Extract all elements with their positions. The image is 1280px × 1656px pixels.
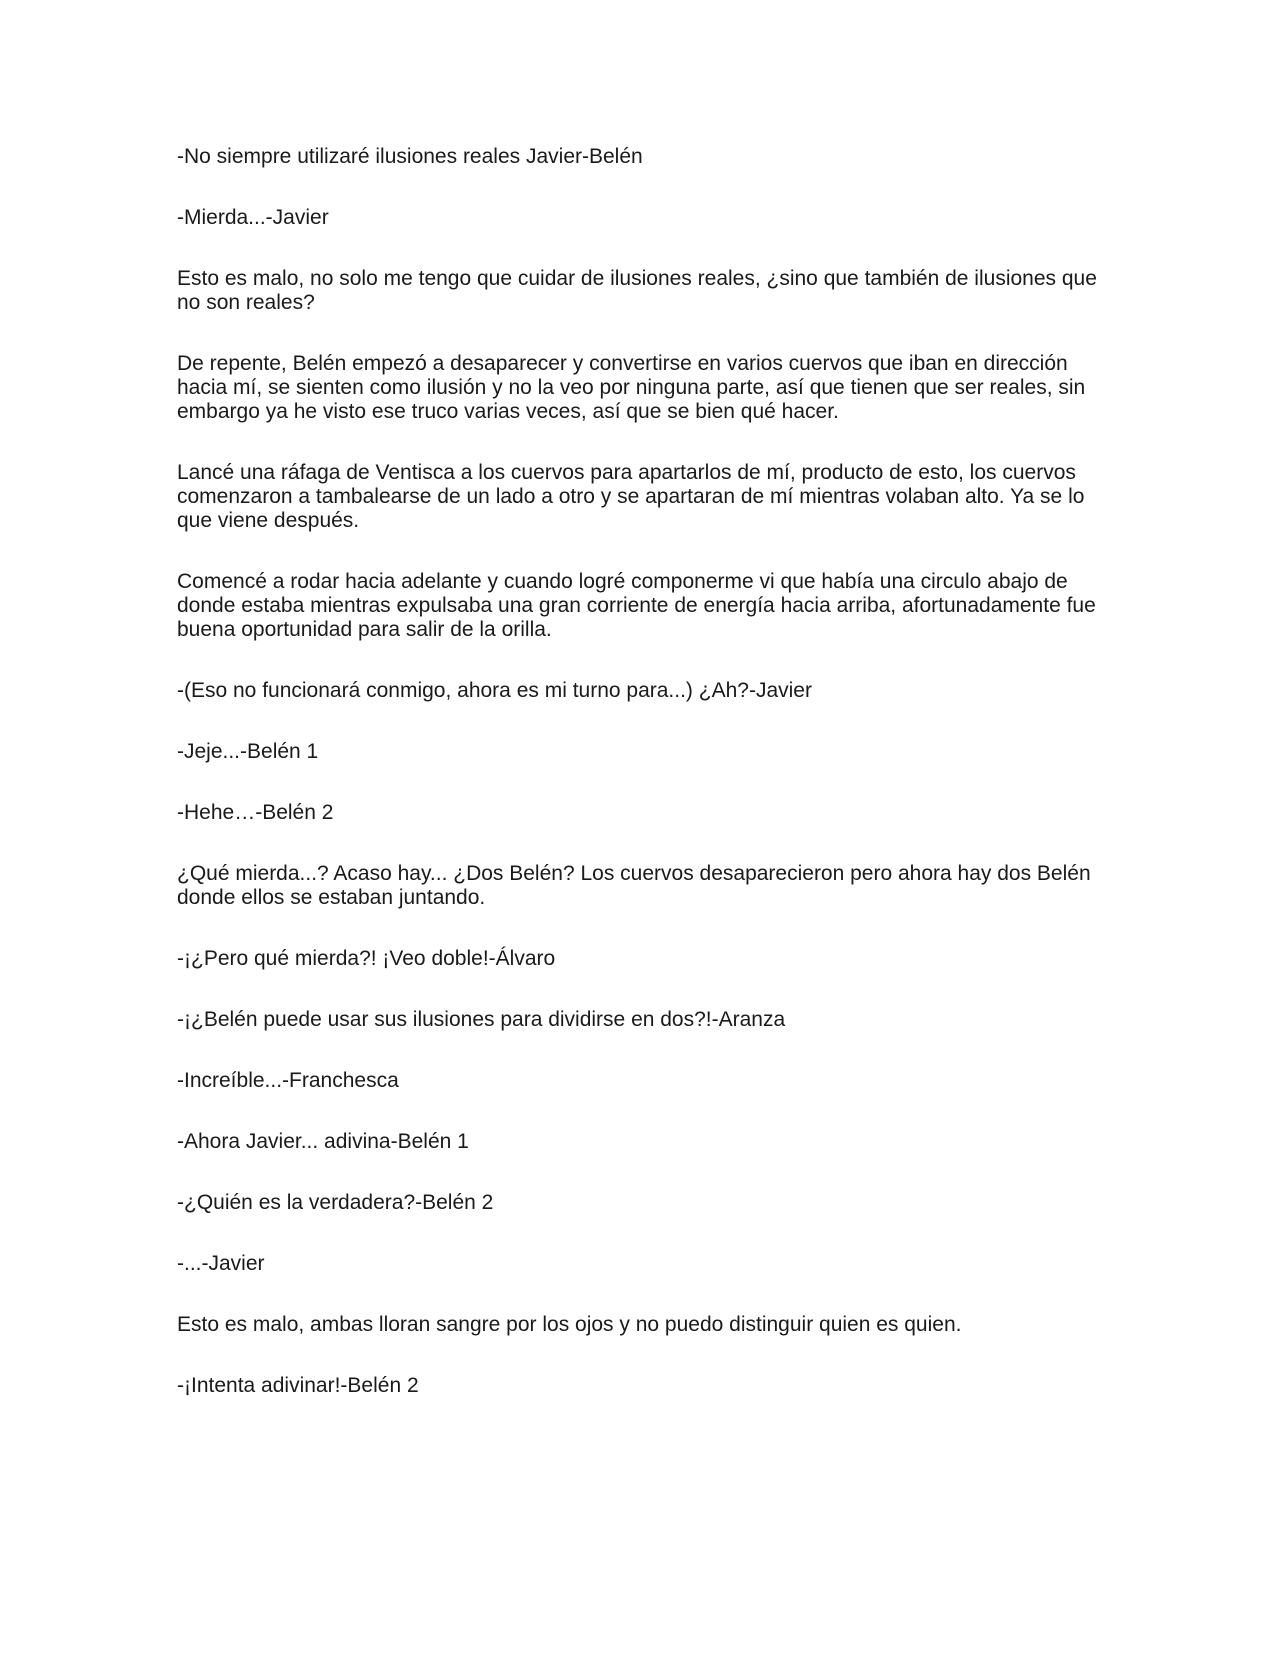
paragraph: -Ahora Javier... adivina-Belén 1: [177, 1130, 469, 1153]
paragraph: De repente, Belén empezó a desaparecer y convertirse en varios cuervos que iban en dirección hacia mí, se sienten como ilusión y no la veo por ninguna parte, así que tienen que ser reales, sin embargo ya he visto ese truco varias veces, así que se bien qué hacer.: [177, 352, 1086, 423]
paragraph: -¡Intenta adivinar!-Belén 2: [177, 1374, 419, 1397]
paragraph: -Hehe…-Belén 2: [177, 801, 334, 824]
paragraph: -(Eso no funcionará conmigo, ahora es mi turno para...) ¿Ah?-Javier: [177, 679, 812, 702]
paragraph: Esto es malo, ambas lloran sangre por los ojos y no puedo distinguir quien es quien.: [177, 1313, 962, 1336]
paragraph: -Jeje...-Belén 1: [177, 740, 319, 763]
paragraph: Comencé a rodar hacia adelante y cuando logré componerme vi que había una circulo abajo de donde estaba mientras expulsaba una gran corriente de energía hacia arriba, afortunadamente fue buena oportunidad para salir de la orilla.: [177, 570, 1096, 641]
document-body: [177, 145, 1112, 1435]
paragraph: ¿Qué mierda...? Acaso hay... ¿Dos Belén? Los cuervos desaparecieron pero ahora hay dos Belén donde ellos se estaban juntando.: [177, 862, 1091, 909]
paragraph: -¿Quién es la verdadera?-Belén 2: [177, 1191, 494, 1214]
paragraph: -No siempre utilizaré ilusiones reales Javier-Belén: [177, 145, 643, 168]
paragraph: Lancé una ráfaga de Ventisca a los cuervos para apartarlos de mí, producto de esto, los cuervos comenzaron a tambalearse de un lado a otro y se apartaran de mí mientras volaban alto. Ya se lo que viene después.: [177, 461, 1085, 532]
paragraph: Esto es malo, no solo me tengo que cuidar de ilusiones reales, ¿sino que también de ilusiones que no son reales?: [177, 267, 1097, 314]
paragraph: -Mierda...-Javier: [177, 206, 329, 229]
paragraph: -¡¿Pero qué mierda?! ¡Veo doble!-Álvaro: [177, 947, 556, 970]
paragraph: -¡¿Belén puede usar sus ilusiones para dividirse en dos?!-Aranza: [177, 1008, 786, 1031]
paragraph: -Increíble...-Franchesca: [177, 1069, 399, 1092]
paragraph: -...-Javier: [177, 1252, 265, 1275]
